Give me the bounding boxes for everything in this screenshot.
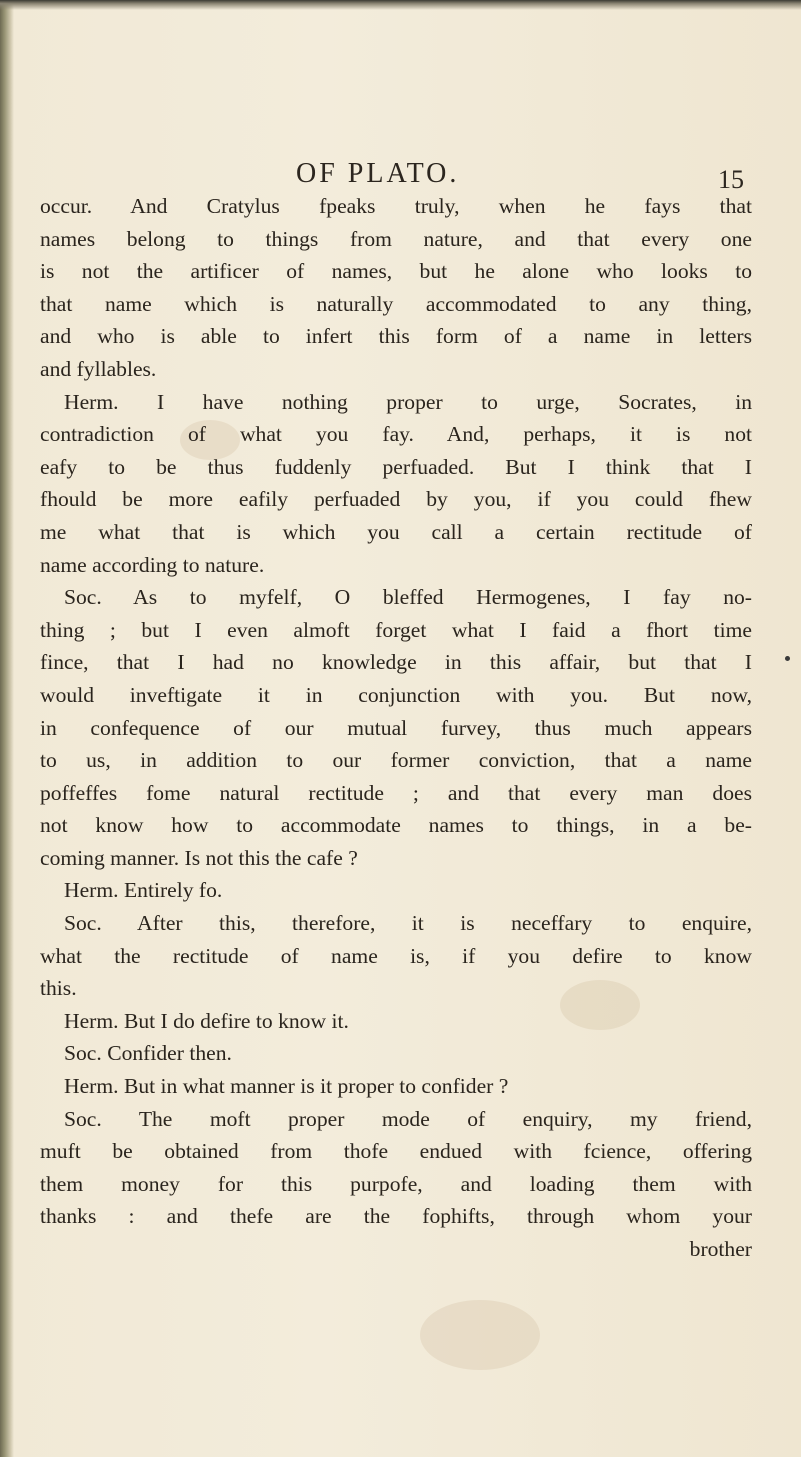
text-line: Herm. I have nothing proper to urge, Socrates, in [64,389,752,414]
text-line: thanks : and thefe are the fophifts, through whom your [40,1204,752,1229]
text-line: Soc. After this, therefore, it is neceffary to enquire, [64,911,752,936]
text-line: contradiction of what you fay. And, perhaps, it is not [40,422,752,447]
text-line: what the rectitude of name is, if you defire to know [40,943,752,968]
text-line: name according to nature. [40,552,265,577]
text-line: would inveftigate it in conjunction with you. But now, [40,682,752,707]
text-line: Soc. The moft proper mode of enquiry, my friend, [64,1106,752,1131]
running-head: OF PLATO. [296,158,460,189]
text-line: names belong to things from nature, and that every one [40,226,752,251]
text-line: thing ; but I even almoft forget what I faid a fhort time [40,617,752,642]
text-line: occur. And Cratylus fpeaks truly, when he fays that [40,194,752,218]
body-text [40,190,752,1266]
margin-dot-mark [785,656,790,661]
text-line: coming manner. Is not this the cafe ? [40,845,358,870]
page-top-shadow [0,0,801,10]
text-line: and fyllables. [40,356,157,381]
text-line: Herm. But I do defire to know it. [64,1008,349,1033]
page-binding-edge [0,0,14,1457]
text-line: Soc. Confider then. [64,1041,232,1066]
text-line: this. [40,976,77,1001]
text-line: fince, that I had no knowledge in this affair, but that I [40,650,752,675]
text-line: eafy to be thus fuddenly perfuaded. But I think that I [40,454,752,479]
text-line: not know how to accommodate names to things, in a be- [40,813,752,838]
catchword: brother [689,1237,752,1261]
text-line: fhould be more eafily perfuaded by you, if you could fhew [40,487,752,512]
text-line: Soc. As to myfelf, O bleffed Hermogenes, I fay no- [64,585,752,610]
text-line: poffeffes fome natural rectitude ; and that every man does [40,780,752,805]
text-line: them money for this purpofe, and loading them with [40,1171,752,1196]
text-line: muft be obtained from thofe endued with fcience, offering [40,1139,752,1164]
text-line: Herm. But in what manner is it proper to confider ? [64,1074,509,1099]
text-line: is not the artificer of names, but he alone who looks to [40,259,752,284]
text-line: to us, in addition to our former conviction, that a name [40,748,752,773]
text-line: me what that is which you call a certain rectitude of [40,519,752,544]
text-line: Herm. Entirely fo. [64,878,223,903]
text-line: that name which is naturally accommodated to any thing, [40,291,752,316]
text-line: and who is able to infert this form of a name in letters [40,324,752,349]
text-line: in confequence of our mutual furvey, thus much appears [40,715,752,740]
page-number: 15 [718,165,744,194]
paper-stain [420,1300,540,1370]
